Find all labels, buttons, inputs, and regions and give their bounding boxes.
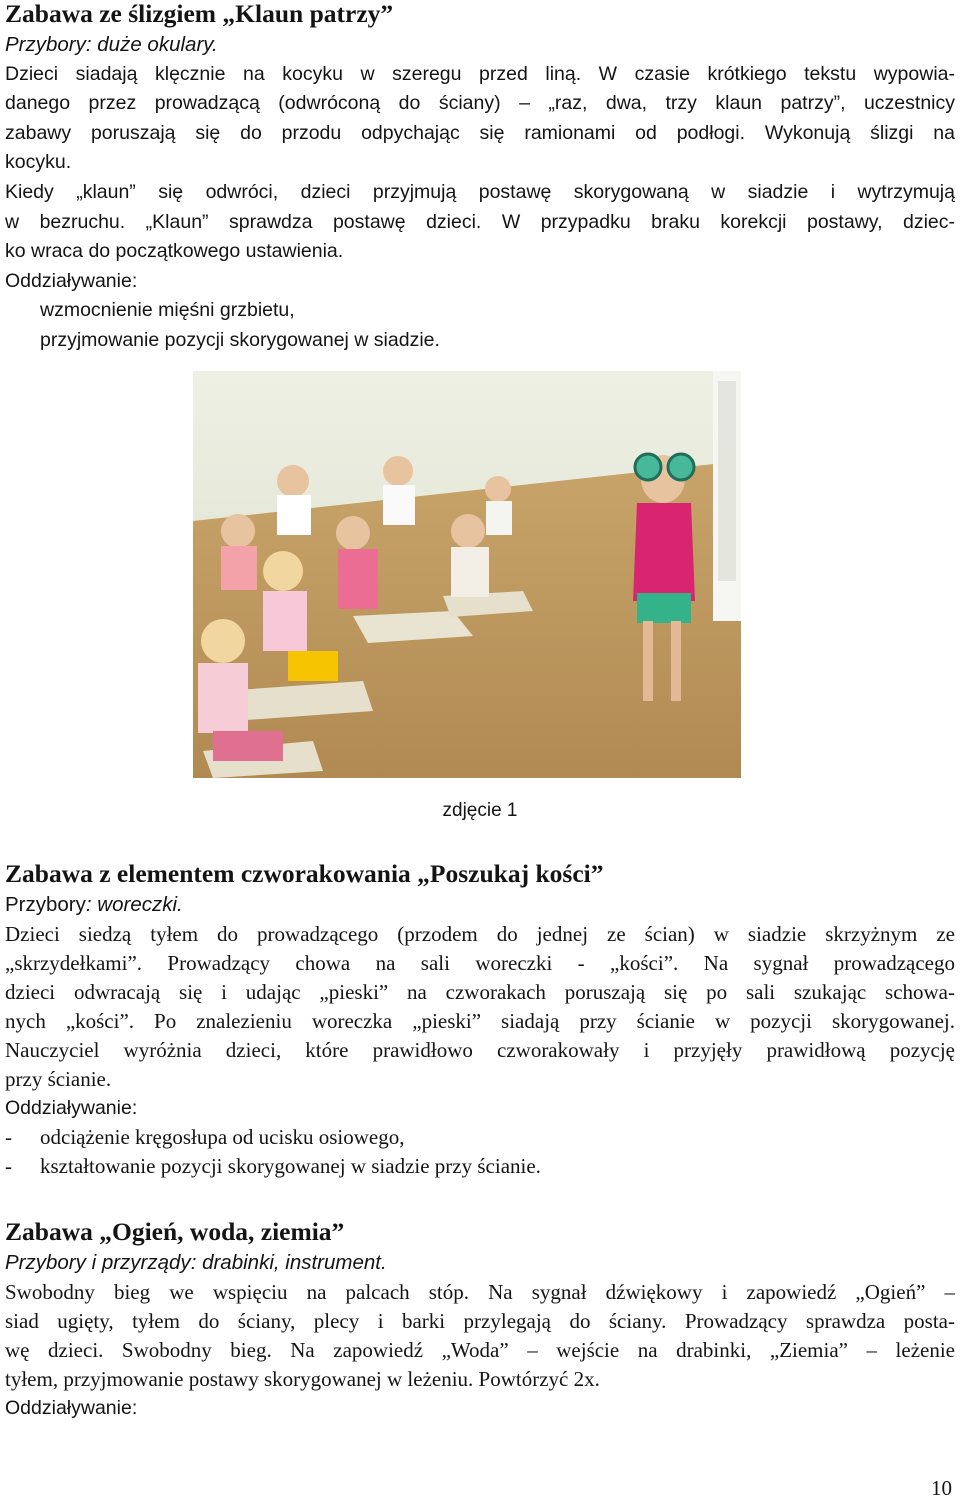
paragraph-line: Kiedy „klaun” się odwróci, dzieci przyjmują postawę skorygowaną w siadzie i wytrzymują (5, 180, 955, 203)
paragraph-line: dzieci odwracają się i udając „pieski” na czworakach poruszają się po sali szukając schowa- (5, 979, 955, 1004)
paragraph-line: danego przez prowadzącą (odwróconą do ściany) – „raz, dwa, trzy klaun patrzy”, uczestnicy (5, 92, 955, 115)
page-number: 10 (931, 1476, 952, 1500)
paragraph-line: ko wraca do początkowego ustawienia. (5, 240, 344, 263)
section-title: Zabawa z elementem czworakowania „Poszukaj kości” (5, 859, 604, 888)
section-klaun-patrzy (5, 0, 955, 356)
equipment-label: Przybory i przyrządy (5, 1251, 191, 1274)
paragraph-line: tyłem, przyjmowanie postawy skorygowanej w leżeniu. Powtórzyć 2x. (5, 1366, 600, 1391)
children-exercise-photo (193, 371, 741, 778)
equipment-value: : woreczki. (85, 893, 183, 916)
equipment-line (5, 1248, 955, 1278)
effect-text: odciążenie kręgosłupa od ucisku osiowego, (40, 1125, 405, 1150)
effect-label: Oddziaływanie: (5, 1396, 138, 1419)
effect-label: Oddziaływanie: (5, 269, 138, 292)
effect-text: kształtowanie pozycji skorygowanej w siadzie przy ścianie. (40, 1154, 541, 1179)
section-title: Zabawa ze ślizgiem „Klaun patrzy” (5, 0, 394, 28)
paragraph (5, 60, 955, 267)
effect-item (5, 1152, 955, 1181)
photo-caption: zdjęcie 1 (442, 800, 518, 821)
dash-bullet: - (5, 1154, 12, 1179)
effect-item: przyjmowanie pozycji skorygowanej w siadzie. (40, 328, 440, 351)
section-ogien-woda-ziemia (5, 1218, 955, 1423)
dash-bullet: - (5, 1125, 12, 1150)
equipment-label: Przybory (5, 893, 86, 916)
section-title: Zabawa „Ogień, woda, ziemia” (5, 1217, 345, 1246)
paragraph-line: Dzieci siedzą tyłem do prowadzącego (przodem do jednej ze ścian) w siadzie skrzyżnym ze (5, 921, 955, 946)
paragraph-line: siad ugięty, tyłem do ściany, plecy i barki przylegają do ściany. Prowadzący sprawdza posta- (5, 1308, 955, 1333)
equipment-line (5, 890, 955, 920)
paragraph-line: przy ścianie. (5, 1066, 112, 1091)
paragraph-line: w bezruchu. „Klaun” sprawdza postawę dzieci. W przypadku braku korekcji postawy, dziec- (5, 210, 955, 233)
equipment-value: : drabinki, instrument. (190, 1251, 387, 1274)
paragraph (5, 920, 955, 1094)
paragraph-line: zabawy poruszają się do przodu odpychając się ramionami od podłogi. Wykonują ślizgi na (5, 121, 955, 144)
paragraph (5, 1278, 955, 1394)
equipment-value: : duże okulary. (85, 33, 218, 56)
paragraph-line: nych „kości”. Po znalezieniu woreczka „pieski” siadają przy ścianie w pozycji skorygowanej. (5, 1008, 955, 1033)
effect-item: wzmocnienie mięśni grzbietu, (40, 299, 295, 322)
paragraph-line: Dzieci siadają klęcznie na kocyku w szeregu przed liną. W czasie krótkiego tekstu wypowia- (5, 62, 955, 85)
equipment-line (5, 30, 955, 60)
paragraph-line: Nauczyciel wyróżnia dzieci, które prawidłowo czworakowały i przyjęły prawidłową pozycję (5, 1037, 955, 1062)
equipment-label: Przybory (5, 33, 86, 56)
paragraph-line: Swobodny bieg we wspięciu na palcach stóp. Na sygnał dźwiękowy i zapowiedź „Ogień” – (5, 1279, 955, 1304)
paragraph-line: wę dzieci. Swobodny bieg. Na zapowiedź „Woda” – wejście na drabinki, „Ziemia” – leżenie (5, 1337, 955, 1362)
paragraph-line: kocyku. (5, 151, 72, 174)
section-poszukaj-kosci (5, 860, 955, 1181)
paragraph-line: „skrzydełkami”. Prowadzący chowa na sali woreczki - „kości”. Na sygnał prowadzącego (5, 950, 955, 975)
effect-item (5, 1123, 955, 1152)
effect-label: Oddziaływanie: (5, 1096, 138, 1119)
